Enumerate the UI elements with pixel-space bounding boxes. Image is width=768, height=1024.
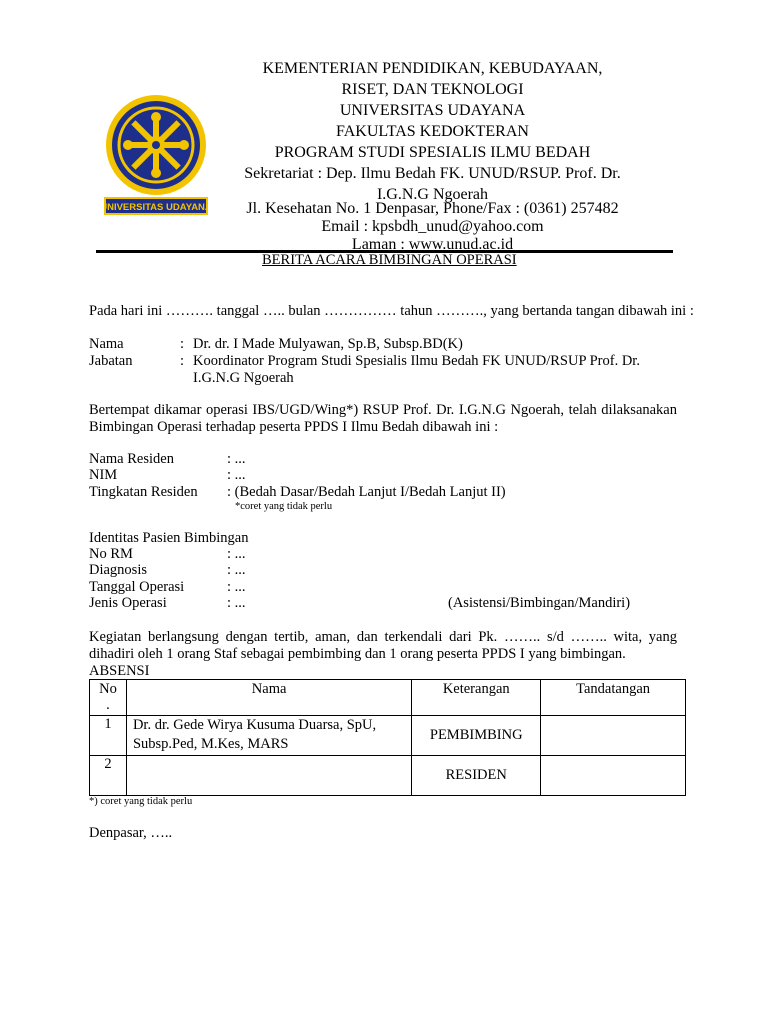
document-title: BERITA ACARA BIMBINGAN OPERASI: [262, 252, 517, 268]
footnote: *) coret yang tidak perlu: [89, 796, 193, 807]
row-name[interactable]: [126, 756, 411, 796]
place-paragraph: Bertempat dikamar operasi IBS/UGD/Wing*) RSUP Prof. Dr. I.G.N.G Ngoerah, telah dilaksanakan Bimbingan Operasi terhadap peserta PPDS I Ilmu Bedah dibawah ini :: [89, 402, 677, 435]
resident-name-label: Nama Residen: [89, 451, 174, 467]
patient-heading: Identitas Pasien Bimbingan: [89, 530, 249, 546]
table-header-row: [90, 680, 686, 716]
patient-type-label: Jenis Operasi: [89, 595, 167, 611]
table-row: [90, 716, 686, 756]
header-note: Keterangan: [412, 680, 541, 716]
resident-note: *coret yang tidak perlu: [235, 501, 333, 512]
absensi-label: ABSENSI: [89, 663, 150, 679]
ministry-line-1: KEMENTERIAN PENDIDIKAN, KEBUDAYAAN,: [262, 60, 603, 77]
row-number: 2: [90, 756, 127, 796]
resident-level-value: : (Bedah Dasar/Bedah Lanjut I/Bedah Lanjut II): [227, 484, 506, 500]
activity-paragraph: Kegiatan berlangsung dengan tertib, aman, dan terkendali dari Pk. …….. s/d …….. wita, yang dihadiri oleh 1 orang Staf sebagai pembimbing dan 1 orang peserta PPDS I yang bimbingan.: [89, 629, 677, 662]
row-role: RESIDEN: [412, 756, 541, 796]
patient-diagnosis-label: Diagnosis: [89, 562, 147, 578]
patient-date-value: : ...: [227, 579, 246, 595]
patient-rm-value: : ...: [227, 546, 246, 562]
header-name: Nama: [126, 680, 411, 716]
signer-position-colon: :: [180, 353, 185, 369]
signer-name-label: Nama: [89, 336, 124, 352]
ministry-line-2: RISET, DAN TEKNOLOGI: [341, 81, 524, 98]
signer-position-value: Koordinator Program Studi Spesialis Ilmu Bedah FK UNUD/RSUP Prof. Dr. I.G.N.G Ngoerah: [193, 353, 640, 386]
address-text: Jl. Kesehatan No. 1 Denpasar, Phone/Fax : (0361) 257482: [246, 200, 619, 217]
program-name: PROGRAM STUDI SPESIALIS ILMU BEDAH: [274, 144, 591, 161]
signer-name-value: Dr. dr. I Made Mulyawan, Sp.B, Subsp.BD(K): [193, 336, 463, 352]
logo-text: UNIVERSITAS UDAYANA: [104, 202, 208, 213]
patient-type-value: : ...: [227, 595, 246, 611]
row-role: PEMBIMBING: [412, 716, 541, 756]
faculty-name: FAKULTAS KEDOKTERAN: [336, 123, 529, 140]
website-label: Laman :: [351, 236, 409, 253]
email-text: Email : kpsbdh_unud@yahoo.com: [321, 218, 544, 235]
resident-nim-value: : ...: [227, 467, 246, 483]
patient-diagnosis-value: : ...: [227, 562, 246, 578]
row-name: Dr. dr. Gede Wirya Kusuma Duarsa, SpU, Subsp.Ped, M.Kes, MARS: [126, 716, 411, 756]
header-no: No .: [90, 680, 127, 716]
university-logo: [104, 93, 208, 217]
website-link[interactable]: www.unud.ac.id: [408, 236, 514, 253]
patient-date-label: Tanggal Operasi: [89, 579, 185, 595]
attendance-table: [89, 679, 686, 796]
patient-type-options: (Asistensi/Bimbingan/Mandiri): [448, 595, 631, 611]
patient-rm-label: No RM: [89, 546, 133, 562]
table-row: [90, 756, 686, 796]
resident-nim-label: NIM: [89, 467, 118, 483]
signer-position-label: Jabatan: [89, 353, 133, 369]
row-number: 1: [90, 716, 127, 756]
secretariat-text: Sekretariat : Dep. Ilmu Bedah FK. UNUD/RSUP. Prof. Dr. I.G.N.G Ngoerah: [244, 165, 621, 203]
closing-place-date: Denpasar, …..: [89, 825, 173, 841]
resident-level-label: Tingkatan Residen: [89, 484, 198, 500]
university-name: UNIVERSITAS UDAYANA: [339, 102, 526, 119]
resident-name-value: : ...: [227, 451, 246, 467]
intro-text: Pada hari ini ………. tanggal ….. bulan …………… tahun ………., yang bertanda tangan dibawah ini :: [89, 303, 694, 319]
row-signature[interactable]: [541, 716, 686, 756]
row-signature[interactable]: [541, 756, 686, 796]
header-signature: Tandatangan: [541, 680, 686, 716]
signer-name-colon: :: [180, 336, 185, 352]
